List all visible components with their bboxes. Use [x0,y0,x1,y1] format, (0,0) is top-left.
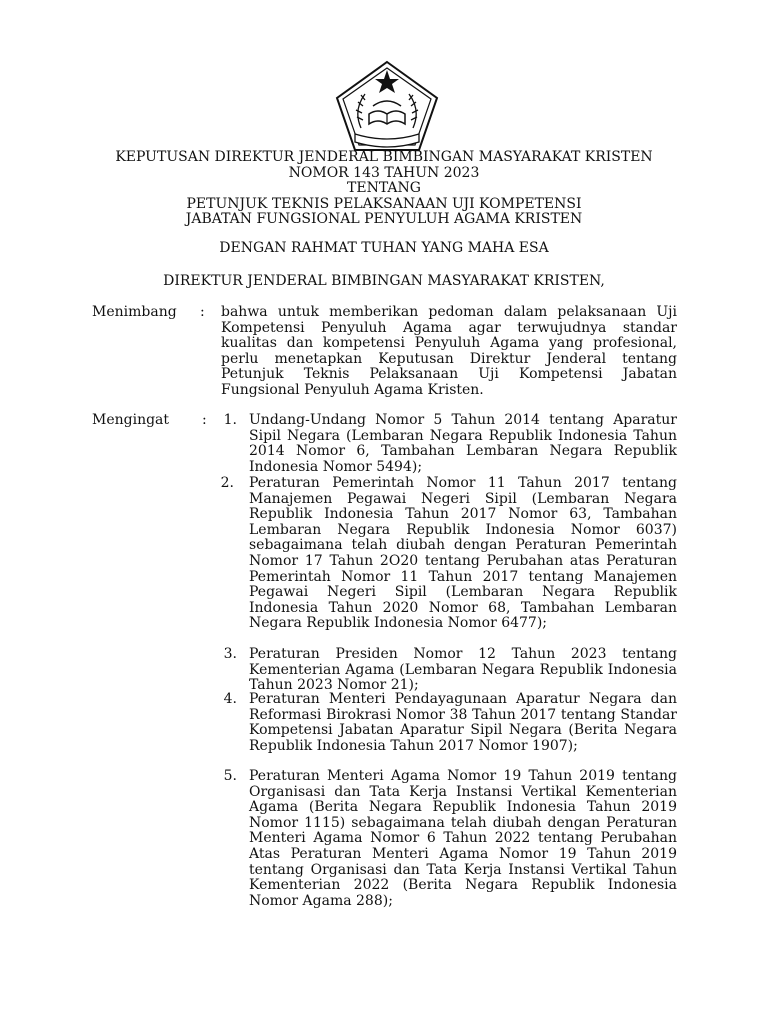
list-item-number: 2. [220,475,234,491]
menimbang-text: bahwa untuk memberikan pedoman dalam pelaksanaan Uji Kompetensi Penyuluh Agama agar terwujudnya standar kualitas dan kompetensi Penyuluh Agama yang profesional, perlu menetapkan Keputusan Direktur Jenderal tentang Petunjuk Teknis Pelaksanaan Uji Kompetensi Jabatan Fungsional Penyuluh Agama Kristen. [221,304,677,398]
list-item: Undang-Undang Nomor 5 Tahun 2014 tentang Aparatur Sipil Negara (Lembaran Negara Republik Indonesia Tahun 2014 Nomor 6, Tambahan Lembaran Negara Republik Indonesia Nomor 5494); [249,412,677,475]
list-item: Peraturan Presiden Nomor 12 Tahun 2023 tentang Kementerian Agama (Lembaran Negara Republik Indonesia Tahun 2023 Nomor 21); [249,646,677,694]
menimbang-colon: : [200,304,205,320]
decree-title-block [0,150,768,228]
mengingat-label: Mengingat [92,412,170,428]
menimbang-label: Menimbang [92,304,177,320]
official-title: DIREKTUR JENDERAL BIMBINGAN MASYARAKAT KRISTEN, [163,273,605,289]
invocation: DENGAN RAHMAT TUHAN YANG MAHA ESA [219,240,549,256]
kementerian-agama-emblem-icon [333,58,441,154]
list-item-number: 4. [223,691,237,707]
decree-title: KEPUTUSAN DIREKTUR JENDERAL BIMBINGAN MASYARAKAT KRISTEN [115,149,653,165]
list-item-number: 3. [223,646,237,662]
mengingat-colon: : [202,412,207,428]
list-item-number: 5. [223,768,237,784]
decree-number: NOMOR 143 TAHUN 2023 [288,164,480,181]
list-item: Peraturan Pemerintah Nomor 11 Tahun 2017 tentang Manajemen Pegawai Negeri Sipil (Lembaran Negara Republik Indonesia Tahun 2017 Nomor 63, Tambahan Lembaran Negara Republik Indonesia Nomor 6037) sebagaimana telah diubah dengan Peraturan Pemerintah Nomor 17 Tahun 2O20 tentang Perubahan atas Peraturan Pemerintah Nomor 11 Tahun 2017 tentang Manajemen Pegawai Negeri Sipil (Lembaran Negara Republik Indonesia Tahun 2020 Nomor 68, Tambahan Lembaran Negara Republik Indonesia Nomor 6477); [249,475,677,632]
decree-subject-line-2: JABATAN FUNGSIONAL PENYULUH AGAMA KRISTEN [185,211,583,228]
decree-about-label: TENTANG [347,180,421,197]
list-item-number: 1. [223,412,237,428]
list-item: Peraturan Menteri Pendayagunaan Aparatur Negara dan Reformasi Birokrasi Nomor 38 Tahun 2017 tentang Standar Kompetensi Jabatan Aparatur Sipil Negara (Berita Negara Republik Indonesia Tahun 2017 Nomor 1907); [249,691,677,754]
list-item: Peraturan Menteri Agama Nomor 19 Tahun 2019 tentang Organisasi dan Tata Kerja Instansi Vertikal Kementerian Agama (Berita Negara Republik Indonesia Tahun 2019 Nomor 1115) sebagaimana telah diubah dengan Peraturan Menteri Agama Nomor 6 Tahun 2022 tentang Perubahan Atas Peraturan Menteri Agama Nomor 19 Tahun 2019 tentang Organisasi dan Tata Kerja Instansi Vertikal Tahun Kementerian 2022 (Berita Negara Republik Indonesia Nomor Agama 288); [249,768,677,909]
decree-subject-line-1: PETUNJUK TEKNIS PELAKSANAAN UJI KOMPETENSI [186,195,582,212]
